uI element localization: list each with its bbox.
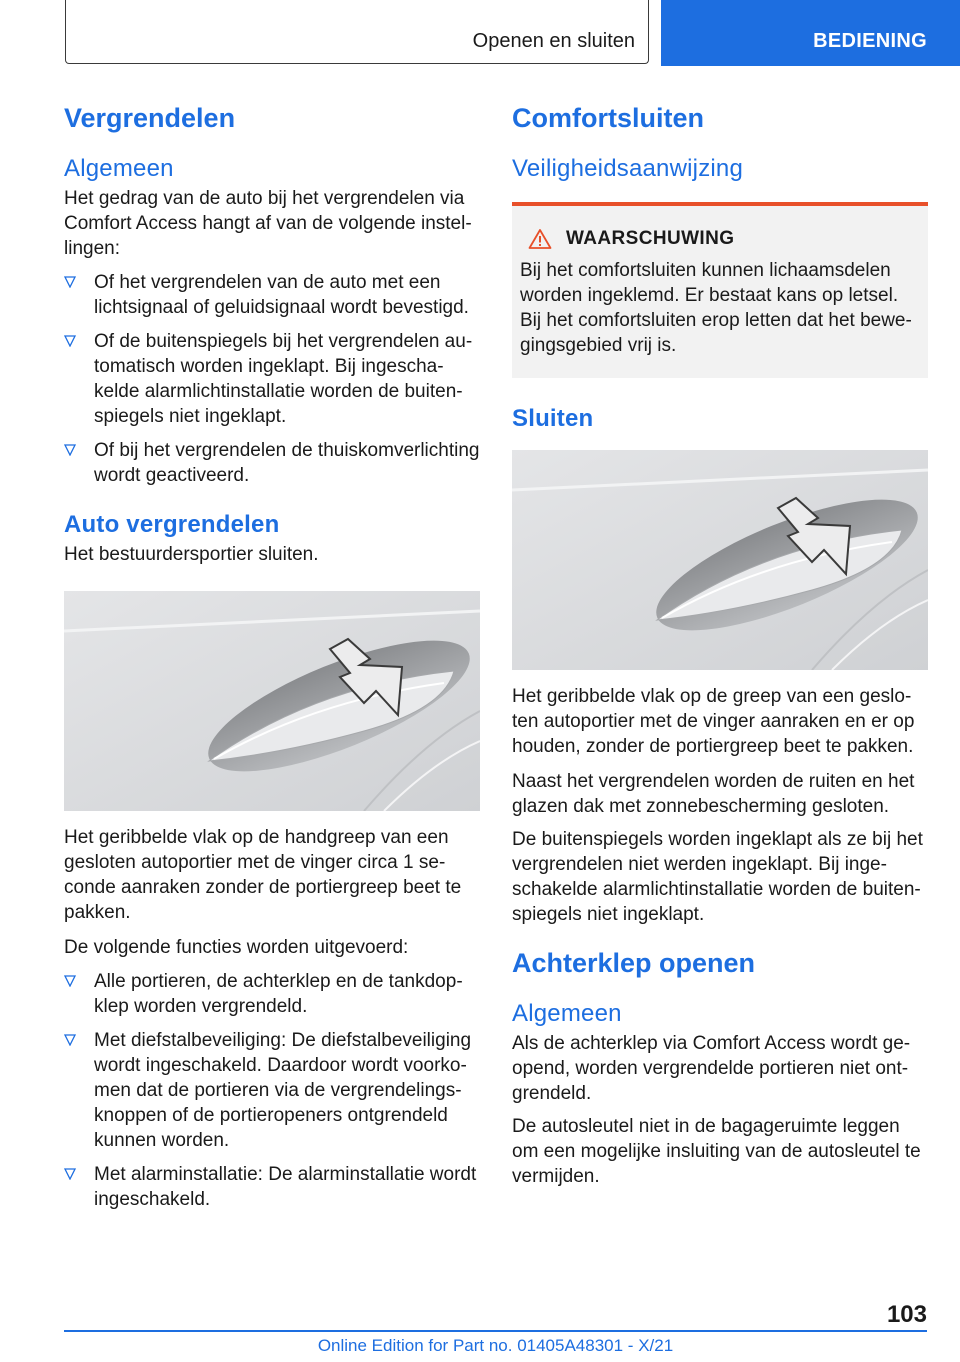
list-item: [64, 969, 480, 1019]
chapter-tab: [661, 0, 960, 66]
triangle-bullet-icon: [64, 276, 76, 288]
door-handle-photo: [64, 591, 480, 811]
para-algemeen: Het gedrag van de auto bij het vergrendelen via Comfort Access hangt af van de volgende instellingen:: [64, 188, 472, 259]
list-item-text: Alle portieren, de achterklep en de tankdopklep worden vergrendeld.: [94, 971, 463, 1017]
para-geribbeld: Het geribbelde vlak op de handgreep van een gesloten autoportier met de vinger circa 1 seconde aanraken zonder de portiergreep beet te pakken.: [64, 827, 462, 923]
warning-triangle-icon: [528, 228, 552, 250]
list-item: [64, 329, 480, 429]
list-item-text: Of het vergrendelen van de auto met een lichtsignaal of geluidsignaal wordt bevestigd.: [94, 272, 469, 318]
heading-algemeen: Algemeen: [64, 155, 174, 182]
list-item-text: Met alarminstallatie: De alarminstallatie wordt ingeschakeld.: [94, 1164, 477, 1210]
settings-list: [64, 270, 480, 488]
para-sluiten-1: Het geribbelde vlak op de greep van een gesloten autoportier met de vinger aanraken en er op houden, zonder de portiergreep beet te pakken.: [512, 686, 915, 757]
para-achterklep-1: Als de achterklep via Comfort Access wordt geopend, worden vergrendelde portieren niet ontgrendeld.: [512, 1033, 911, 1104]
para-sluiten-2: Naast het vergrendelen worden de ruiten en het glazen dak met zonnebescherming gesloten.: [512, 771, 915, 817]
footer-edition: Online Edition for Part no. 01405A48301 - X/21: [317, 1336, 674, 1355]
list-item-text: Of bij het vergrendelen de thuiskomverlichting wordt geactiveerd.: [94, 440, 480, 486]
left-column: [64, 100, 480, 1212]
list-item-text: Of de buitenspiegels bij het vergrendelen automatisch worden ingeklapt. Bij ingeschakelde alarmlichtinstallatie worden de buitenspiegels niet ingeklapt.: [94, 331, 473, 427]
para-sluiten-3: De buitenspiegels worden ingeklapt als ze bij het vergrendelen niet werden ingeklapt. Bij ingeschakelde alarmlichtinstallatie worden de buitenspiegels niet ingeklapt.: [512, 829, 923, 925]
heading-vergrendelen: Vergrendelen: [64, 103, 236, 133]
triangle-bullet-icon: [64, 335, 76, 347]
page-number: 103: [886, 1301, 927, 1328]
triangle-bullet-icon: [64, 1168, 76, 1180]
list-item-text: Met diefstalbeveiliging: De diefstalbeveiliging wordt ingeschakeld. Daardoor wordt voorkomen dat de portieren via de vergrendelingsknoppen of de portieropeners ontgrendeld kunnen worden.: [94, 1030, 472, 1151]
page-header: [0, 0, 960, 66]
footer-divider: [64, 1330, 927, 1332]
triangle-bullet-icon: [64, 975, 76, 987]
para-functies: De volgende functies worden uitgevoerd:: [64, 937, 409, 958]
para-achterklep-2: De autosleutel niet in de bagageruimte leggen om een mogelijke insluiting van de autosleutel te vermijden.: [512, 1116, 921, 1187]
warning-box: [512, 202, 928, 378]
list-item: [64, 438, 480, 488]
para-auto: Het bestuurdersportier sluiten.: [64, 544, 319, 565]
heading-comfortsluiten: Comfortsluiten: [512, 103, 704, 133]
list-item: [64, 1028, 480, 1153]
chapter-label: BEDIENING: [813, 30, 927, 52]
warning-title: WAARSCHUWING: [566, 228, 735, 249]
right-column: [512, 100, 928, 1189]
heading-achterklep-openen: Achterklep openen: [512, 948, 756, 978]
triangle-bullet-icon: [64, 1034, 76, 1046]
heading-auto-vergrendelen: Auto vergrendelen: [64, 511, 280, 538]
door-handle-photo: [512, 450, 928, 670]
functions-list: [64, 969, 480, 1212]
list-item: [64, 1162, 480, 1212]
section-title: Openen en sluiten: [472, 30, 635, 52]
triangle-bullet-icon: [64, 444, 76, 456]
heading-veiligheidsaanwijzing: Veiligheidsaanwijzing: [512, 155, 744, 182]
heading-sluiten: Sluiten: [512, 405, 594, 432]
list-item: [64, 270, 480, 320]
heading-algemeen-2: Algemeen: [512, 1000, 622, 1027]
warning-header: [520, 228, 920, 250]
warning-text: Bij het comfortsluiten kunnen lichaamsdelen worden ingeklemd. Er bestaat kans op letsel. Bij het comfortsluiten erop letten dat het bewegingsgebied vrij is.: [520, 260, 912, 356]
